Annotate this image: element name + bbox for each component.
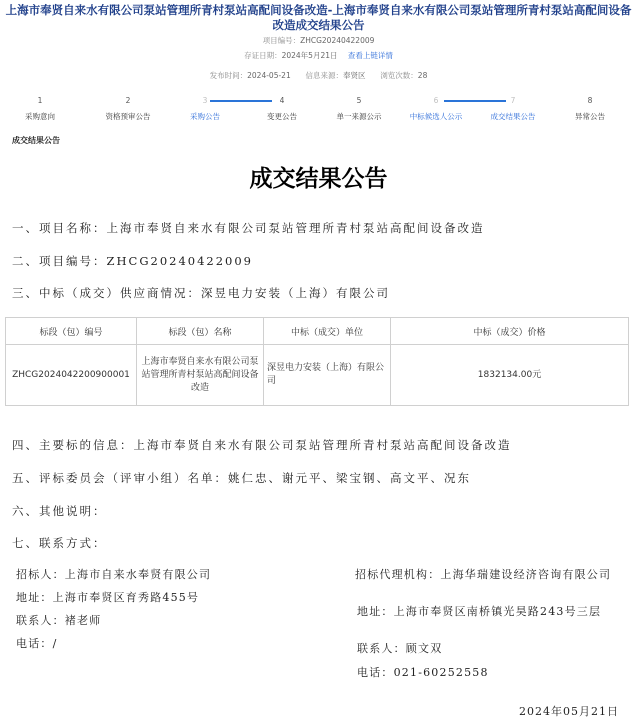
step-number: 6 (433, 96, 439, 105)
table-row (6, 345, 629, 406)
table-header-row (6, 318, 629, 345)
deposit-line (0, 51, 637, 61)
project-number-line (0, 36, 637, 46)
item-main-subject: 四、主要标的信息：上海市奉贤自来水有限公司泵站管理所青村泵站高配间设备改造 (12, 438, 512, 452)
cell-code: ZHCG2024042200900001 (6, 345, 137, 406)
step-label: 单一来源公示 (336, 112, 382, 121)
table-header: 中标（成交）单位 (264, 318, 391, 345)
cell-name: 上海市奉贤自来水有限公司泵站管理所青村泵站高配间设备改造 (137, 345, 264, 406)
step-number: 4 (279, 96, 285, 105)
publish-time-label: 发布时间： (209, 71, 248, 80)
process-steps (0, 94, 637, 128)
step-7[interactable] (475, 94, 551, 122)
tenderer: 招标人：上海市自来水奉贤有限公司 (16, 568, 212, 581)
step-2[interactable] (90, 94, 166, 122)
table-header: 中标（成交）价格 (391, 318, 629, 345)
result-table (5, 317, 629, 406)
item-supplier: 三、中标（成交）供应商情况：深昱电力安装（上海）有限公司 (12, 286, 390, 300)
item-project-number: 二、项目编号：ZHCG20240422009 (12, 254, 253, 268)
agency-address: 地址：上海市奉贤区南桥镇光昊路243号三层 (357, 605, 602, 618)
views-label: 浏览次数： (380, 71, 418, 80)
cell-supplier: 深昱电力安装（上海）有限公司 (264, 345, 391, 406)
cell-price: 1832134.00元 (391, 345, 629, 406)
step-label: 成交结果公告 (490, 112, 536, 121)
step-number: 2 (125, 96, 131, 105)
section-tag: 成交结果公告 (12, 136, 60, 145)
step-label: 资格预审公告 (105, 112, 151, 121)
tenderer-contact-person: 联系人：褚老师 (16, 614, 102, 627)
step-6[interactable] (398, 94, 474, 122)
step-label: 采购意向 (25, 112, 55, 121)
view-chain-detail-link[interactable]: 查看上链详情 (347, 51, 393, 60)
publish-info-line (0, 71, 637, 81)
source-label: 信息来源： (305, 71, 344, 80)
step-label: 异常公告 (575, 112, 605, 121)
step-label: 中标候选人公示 (409, 112, 463, 121)
item-contact-heading: 七、联系方式： (12, 536, 107, 550)
step-5[interactable] (321, 94, 397, 122)
step-label: 变更公告 (267, 112, 297, 121)
agency-contact-person: 联系人：顾文双 (357, 642, 443, 655)
item-committee: 五、评标委员会（评审小组）名单：姚仁忠、谢元平、梁宝钢、高文平、况东 (12, 471, 471, 485)
item-project-name: 一、项目名称：上海市奉贤自来水有限公司泵站管理所青村泵站高配间设备改造 (12, 221, 485, 235)
step-number: 5 (356, 96, 362, 105)
publish-time: 2024-05-21 (247, 71, 291, 80)
step-number: 1 (37, 96, 43, 105)
project-number-label: 项目编号： (262, 36, 301, 45)
step-3[interactable] (167, 94, 243, 122)
step-label: 采购公告 (190, 112, 220, 121)
item-other-notes: 六、其他说明： (12, 504, 107, 518)
step-number: 7 (510, 96, 516, 105)
step-4[interactable] (244, 94, 320, 122)
table-header: 标段（包）名称 (137, 318, 264, 345)
agency-phone: 电话：021-60252558 (357, 666, 489, 679)
deposit-date: 2024年5月21日 (281, 51, 338, 60)
step-number: 8 (587, 96, 593, 105)
table-header: 标段（包）编号 (6, 318, 137, 345)
announcement-date: 2024年05月21日 (519, 705, 619, 718)
agency: 招标代理机构：上海华瑞建设经济咨询有限公司 (355, 568, 612, 581)
deposit-date-label: 存证日期： (244, 51, 282, 60)
step-8[interactable] (552, 94, 628, 122)
step-1[interactable] (2, 94, 78, 122)
page-title: 上海市奉贤自来水有限公司泵站管理所青村泵站高配间设备改造-上海市奉贤自来水有限公司泵站管理所青村泵站高配间设备改造成交结果公告 (5, 3, 632, 32)
tenderer-address: 地址：上海市奉贤区育秀路455号 (16, 591, 200, 604)
views-count: 28 (417, 71, 428, 80)
step-number: 3 (202, 96, 208, 105)
tenderer-phone: 电话：/ (16, 637, 58, 650)
document-title: 成交结果公告 (249, 166, 388, 192)
project-number: ZHCG20240422009 (300, 36, 375, 45)
source-value: 奉贤区 (343, 71, 366, 80)
